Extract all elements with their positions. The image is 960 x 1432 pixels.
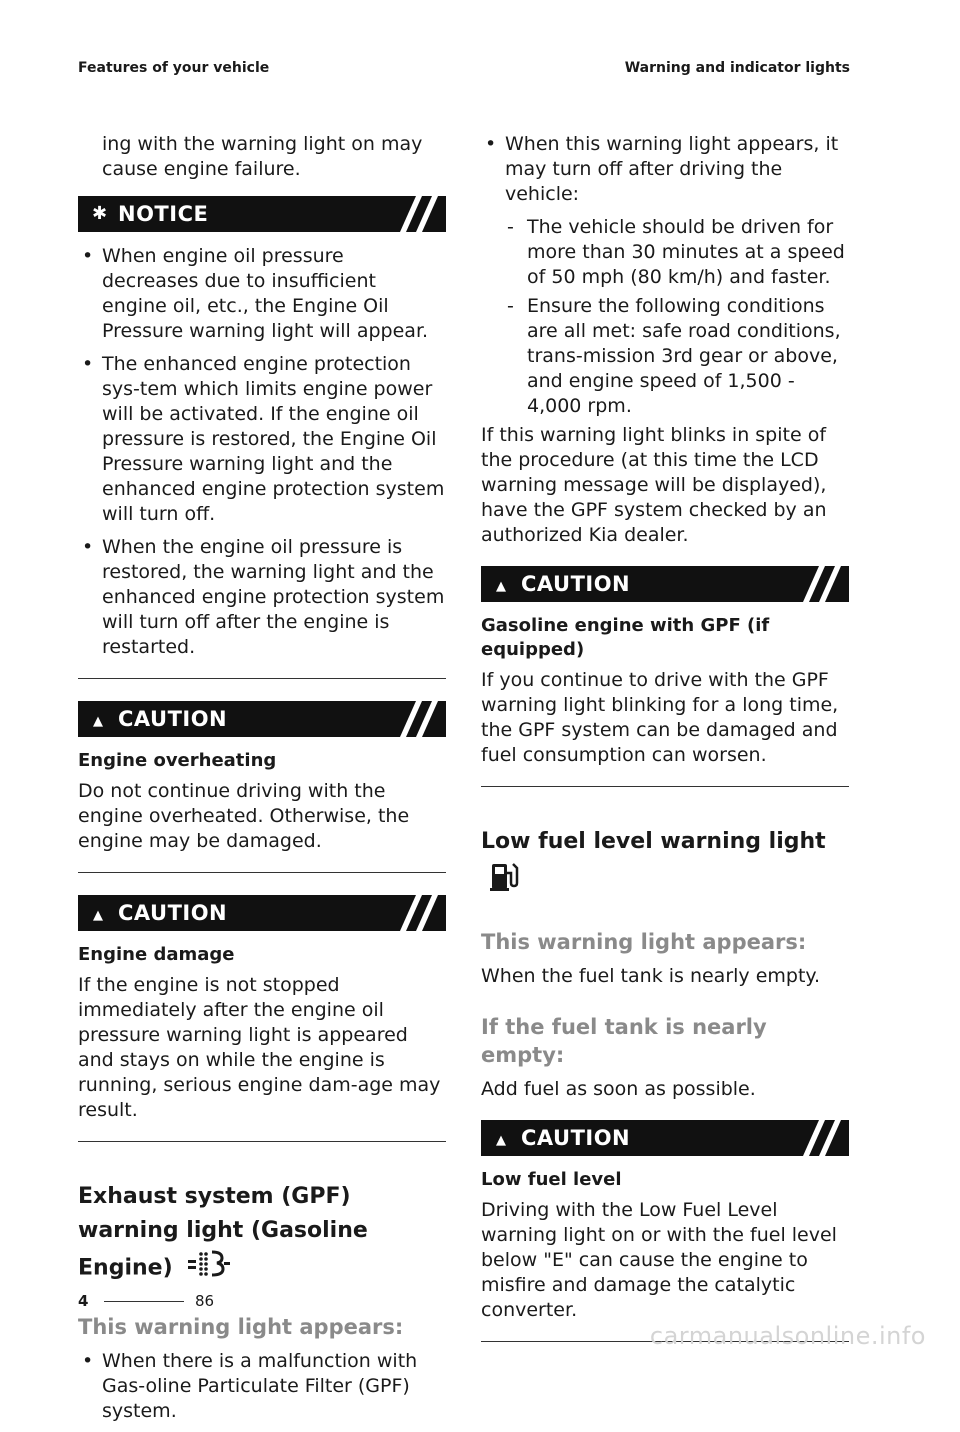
- gpf-section-heading: [78, 1180, 446, 1289]
- caution-banner: [78, 701, 446, 737]
- low-fuel-subheading: If the fuel tank is nearly empty:: [481, 1015, 767, 1067]
- caution-body: If you continue to drive with the GPF warning light blinking for a long time, the GPF system can be damaged and fuel consumption can worsen.: [481, 669, 839, 766]
- caution-title: Gasoline engine with GPF (if equipped): [481, 615, 770, 660]
- slash-stripes-icon: [378, 895, 438, 931]
- caution-title: Low fuel level: [481, 1169, 622, 1190]
- caution-title: Engine damage: [78, 944, 235, 965]
- section-divider: [78, 872, 446, 873]
- low-fuel-text: Add fuel as soon as possible.: [481, 1078, 756, 1100]
- warning-triangle-icon: ▲: [93, 908, 103, 923]
- running-header-chapter: Warning and indicator lights: [624, 60, 850, 76]
- page-number: 86: [195, 1292, 215, 1310]
- slash-stripes-icon: [781, 566, 841, 602]
- warning-triangle-icon: ▲: [93, 714, 103, 729]
- slash-stripes-icon: [378, 196, 438, 232]
- gpf-paragraph: If this warning light blinks in spite of the procedure (at this time the LCD warning message will be displayed), have the GPF system checked by an authorized Kia dealer.: [481, 424, 827, 546]
- caution-banner: [78, 895, 446, 931]
- low-fuel-text: When the fuel tank is nearly empty.: [481, 965, 820, 987]
- warning-triangle-icon: ▲: [496, 579, 506, 594]
- notice-bullet: • When engine oil pressure decreases due to insufficient engine oil, etc., the Engine Oil Pressure warning light will appear.: [78, 244, 446, 344]
- caution-body: Do not continue driving with the engine overheated. Otherwise, the engine may be damaged.: [78, 780, 410, 852]
- slash-stripes-icon: [781, 1120, 841, 1156]
- slash-stripes-icon: [378, 701, 438, 737]
- gpf-condition-item: - The vehicle should be driven for more than 30 minutes at a speed of 50 mph (80 km/h) and faster.: [481, 215, 849, 290]
- low-fuel-section-heading: [481, 825, 849, 904]
- fuel-pump-icon: [487, 859, 521, 904]
- gpf-warning-icon: [186, 1248, 232, 1289]
- caution-banner: [481, 566, 849, 602]
- gpf-condition-item: - Ensure the following conditions are all met: safe road conditions, trans-mission 3rd gear or above, and engine speed of 1,500 - 4,000 rpm.: [481, 294, 849, 419]
- right-column: [481, 132, 849, 1364]
- notice-banner: [78, 196, 446, 232]
- gpf-heading-text: Exhaust system (GPF) warning light (Gasoline Engine): [78, 1184, 368, 1281]
- chapter-number: 4: [78, 1292, 89, 1310]
- running-header-section: Features of your vehicle: [78, 60, 270, 76]
- footer-rule: [104, 1301, 184, 1302]
- section-divider: [481, 786, 849, 787]
- low-fuel-subheading: This warning light appears:: [481, 930, 807, 954]
- gpf-subheading: This warning light appears:: [78, 1315, 404, 1339]
- left-column: [78, 132, 446, 1432]
- watermark: carmanualsonline.info: [649, 1322, 926, 1350]
- gpf-bullet: • When there is a malfunction with Gas-oline Particulate Filter (GPF) system.: [78, 1349, 446, 1424]
- notice-bullet: • The enhanced engine protection sys-tem which limits engine power will be activated. If the engine oil pressure is restored, the Engine Oil Pressure warning light and the enhanced engine protection system will turn off.: [78, 352, 446, 527]
- caution-label: CAUTION: [118, 707, 228, 731]
- caution-banner: [481, 1120, 849, 1156]
- caution-label: CAUTION: [521, 1126, 631, 1150]
- section-divider: [78, 678, 446, 679]
- asterisk-icon: ✱: [92, 203, 108, 224]
- continued-text: ing with the warning light on may cause engine failure.: [102, 133, 423, 180]
- caution-title: Engine overheating: [78, 750, 277, 771]
- section-divider: [78, 1141, 446, 1142]
- notice-bullet: • When the engine oil pressure is restored, the warning light and the enhanced engine protection system will turn off after the engine is restarted.: [78, 535, 446, 660]
- caution-label: CAUTION: [521, 572, 631, 596]
- low-fuel-heading-text: Low fuel level warning light: [481, 829, 826, 854]
- caution-body: If the engine is not stopped immediately after the engine oil pressure warning light is appeared and stays on while the engine is running, serious engine dam-age may result.: [78, 974, 441, 1121]
- notice-label: NOTICE: [118, 202, 209, 226]
- warning-triangle-icon: ▲: [496, 1133, 506, 1148]
- caution-label: CAUTION: [118, 901, 228, 925]
- caution-body: Driving with the Low Fuel Level warning light on or with the fuel level below "E" can cause the engine to misfire and damage the catalytic converter.: [481, 1199, 837, 1321]
- gpf-bullet: • When this warning light appears, it may turn off after driving the vehicle:: [481, 132, 849, 207]
